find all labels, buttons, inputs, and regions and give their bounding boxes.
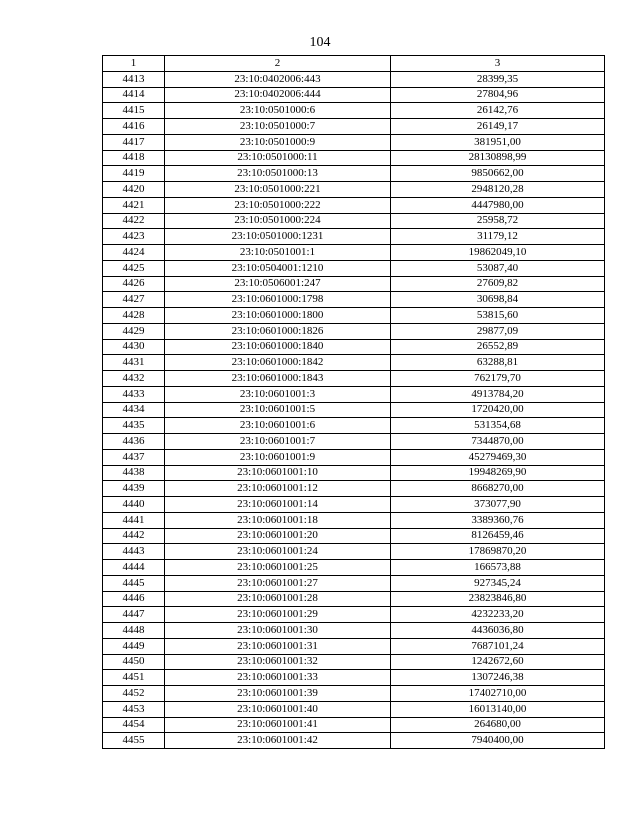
value-cell: 531354,68 [391, 418, 605, 434]
cadastral-number-cell: 23:10:0601001:40 [165, 701, 391, 717]
cadastral-number-cell: 23:10:0601000:1798 [165, 292, 391, 308]
value-cell: 4913784,20 [391, 386, 605, 402]
cadastral-number-cell: 23:10:0601001:12 [165, 481, 391, 497]
row-number-cell: 4413 [103, 71, 165, 87]
cadastral-number-cell: 23:10:0501000:9 [165, 134, 391, 150]
table-row [103, 134, 605, 150]
value-cell: 31179,12 [391, 229, 605, 245]
value-cell: 166573,88 [391, 560, 605, 576]
row-number-cell: 4451 [103, 670, 165, 686]
row-number-cell: 4436 [103, 434, 165, 450]
row-number-cell: 4419 [103, 166, 165, 182]
table-row [103, 465, 605, 481]
column-header: 1 [103, 56, 165, 72]
table-row [103, 638, 605, 654]
cadastral-number-cell: 23:10:0501000:222 [165, 197, 391, 213]
value-cell: 4232233,20 [391, 607, 605, 623]
cadastral-number-cell: 23:10:0601000:1843 [165, 371, 391, 387]
cadastral-table [102, 55, 605, 749]
value-cell: 17869870,20 [391, 544, 605, 560]
table-row [103, 670, 605, 686]
row-number-cell: 4453 [103, 701, 165, 717]
value-cell: 28399,35 [391, 71, 605, 87]
row-number-cell: 4418 [103, 150, 165, 166]
row-number-cell: 4442 [103, 528, 165, 544]
cadastral-number-cell: 23:10:0601001:18 [165, 512, 391, 528]
cadastral-number-cell: 23:10:0504001:1210 [165, 260, 391, 276]
value-cell: 1720420,00 [391, 402, 605, 418]
table-row [103, 260, 605, 276]
table-row [103, 229, 605, 245]
table-row [103, 497, 605, 513]
row-number-cell: 4440 [103, 497, 165, 513]
cadastral-number-cell: 23:10:0501000:221 [165, 182, 391, 198]
value-cell: 7344870,00 [391, 434, 605, 450]
value-cell: 27804,96 [391, 87, 605, 103]
row-number-cell: 4420 [103, 182, 165, 198]
row-number-cell: 4441 [103, 512, 165, 528]
value-cell: 23823846,80 [391, 591, 605, 607]
value-cell: 4447980,00 [391, 197, 605, 213]
value-cell: 7940400,00 [391, 733, 605, 749]
value-cell: 1307246,38 [391, 670, 605, 686]
table-row [103, 701, 605, 717]
row-number-cell: 4428 [103, 308, 165, 324]
cadastral-number-cell: 23:10:0601001:39 [165, 686, 391, 702]
value-cell: 927345,24 [391, 575, 605, 591]
row-number-cell: 4425 [103, 260, 165, 276]
table-row [103, 71, 605, 87]
row-number-cell: 4455 [103, 733, 165, 749]
table-row [103, 119, 605, 135]
table-row [103, 607, 605, 623]
table-row [103, 575, 605, 591]
row-number-cell: 4426 [103, 276, 165, 292]
cadastral-number-cell: 23:10:0601001:10 [165, 465, 391, 481]
cadastral-number-cell: 23:10:0601001:29 [165, 607, 391, 623]
value-cell: 1242672,60 [391, 654, 605, 670]
row-number-cell: 4443 [103, 544, 165, 560]
row-number-cell: 4439 [103, 481, 165, 497]
cadastral-number-cell: 23:10:0601000:1800 [165, 308, 391, 324]
table-row [103, 434, 605, 450]
row-number-cell: 4430 [103, 339, 165, 355]
value-cell: 30698,84 [391, 292, 605, 308]
value-cell: 373077,90 [391, 497, 605, 513]
value-cell: 4436036,80 [391, 623, 605, 639]
value-cell: 26552,89 [391, 339, 605, 355]
table-row [103, 386, 605, 402]
value-cell: 9850662,00 [391, 166, 605, 182]
row-number-cell: 4447 [103, 607, 165, 623]
row-number-cell: 4445 [103, 575, 165, 591]
value-cell: 3389360,76 [391, 512, 605, 528]
cadastral-number-cell: 23:10:0601001:41 [165, 717, 391, 733]
cadastral-number-cell: 23:10:0601001:3 [165, 386, 391, 402]
value-cell: 19948269,90 [391, 465, 605, 481]
row-number-cell: 4427 [103, 292, 165, 308]
cadastral-number-cell: 23:10:0601000:1840 [165, 339, 391, 355]
table-row [103, 197, 605, 213]
cadastral-number-cell: 23:10:0601001:9 [165, 449, 391, 465]
table-body [103, 71, 605, 748]
row-number-cell: 4435 [103, 418, 165, 434]
row-number-cell: 4422 [103, 213, 165, 229]
table-row [103, 623, 605, 639]
table-row [103, 213, 605, 229]
table-row [103, 103, 605, 119]
row-number-cell: 4414 [103, 87, 165, 103]
row-number-cell: 4423 [103, 229, 165, 245]
table-row [103, 182, 605, 198]
table-row [103, 717, 605, 733]
value-cell: 16013140,00 [391, 701, 605, 717]
row-number-cell: 4438 [103, 465, 165, 481]
table-row [103, 166, 605, 182]
cadastral-number-cell: 23:10:0501000:6 [165, 103, 391, 119]
cadastral-number-cell: 23:10:0601001:14 [165, 497, 391, 513]
cadastral-number-cell: 23:10:0501000:224 [165, 213, 391, 229]
cadastral-number-cell: 23:10:0402006:443 [165, 71, 391, 87]
row-number-cell: 4446 [103, 591, 165, 607]
cadastral-number-cell: 23:10:0601001:24 [165, 544, 391, 560]
row-number-cell: 4429 [103, 323, 165, 339]
value-cell: 8126459,46 [391, 528, 605, 544]
value-cell: 27609,82 [391, 276, 605, 292]
table-row [103, 560, 605, 576]
cadastral-number-cell: 23:10:0601001:28 [165, 591, 391, 607]
value-cell: 28130898,99 [391, 150, 605, 166]
column-header: 3 [391, 56, 605, 72]
row-number-cell: 4432 [103, 371, 165, 387]
value-cell: 264680,00 [391, 717, 605, 733]
value-cell: 26149,17 [391, 119, 605, 135]
row-number-cell: 4415 [103, 103, 165, 119]
cadastral-number-cell: 23:10:0601001:33 [165, 670, 391, 686]
row-number-cell: 4416 [103, 119, 165, 135]
value-cell: 26142,76 [391, 103, 605, 119]
cadastral-number-cell: 23:10:0601000:1842 [165, 355, 391, 371]
table-row [103, 654, 605, 670]
cadastral-number-cell: 23:10:0601001:31 [165, 638, 391, 654]
cadastral-number-cell: 23:10:0501000:7 [165, 119, 391, 135]
cadastral-number-cell: 23:10:0402006:444 [165, 87, 391, 103]
row-number-cell: 4437 [103, 449, 165, 465]
cadastral-number-cell: 23:10:0601001:6 [165, 418, 391, 434]
row-number-cell: 4448 [103, 623, 165, 639]
value-cell: 53087,40 [391, 260, 605, 276]
table-row [103, 308, 605, 324]
row-number-cell: 4417 [103, 134, 165, 150]
table-row [103, 355, 605, 371]
table-header-row [103, 56, 605, 72]
row-number-cell: 4421 [103, 197, 165, 213]
cadastral-number-cell: 23:10:0601001:20 [165, 528, 391, 544]
table-row [103, 528, 605, 544]
table-row [103, 402, 605, 418]
table-row [103, 339, 605, 355]
table-row [103, 371, 605, 387]
row-number-cell: 4424 [103, 245, 165, 261]
table-row [103, 292, 605, 308]
cadastral-number-cell: 23:10:0601001:7 [165, 434, 391, 450]
table-row [103, 544, 605, 560]
value-cell: 2948120,28 [391, 182, 605, 198]
cadastral-number-cell: 23:10:0501001:1 [165, 245, 391, 261]
row-number-cell: 4444 [103, 560, 165, 576]
table-row [103, 245, 605, 261]
value-cell: 762179,70 [391, 371, 605, 387]
table-row [103, 449, 605, 465]
cadastral-number-cell: 23:10:0601001:27 [165, 575, 391, 591]
value-cell: 63288,81 [391, 355, 605, 371]
table-row [103, 323, 605, 339]
cadastral-number-cell: 23:10:0601001:5 [165, 402, 391, 418]
cadastral-number-cell: 23:10:0601001:32 [165, 654, 391, 670]
table-row [103, 512, 605, 528]
value-cell: 19862049,10 [391, 245, 605, 261]
row-number-cell: 4433 [103, 386, 165, 402]
cadastral-number-cell: 23:10:0501000:11 [165, 150, 391, 166]
value-cell: 8668270,00 [391, 481, 605, 497]
value-cell: 29877,09 [391, 323, 605, 339]
value-cell: 381951,00 [391, 134, 605, 150]
row-number-cell: 4452 [103, 686, 165, 702]
table-row [103, 418, 605, 434]
value-cell: 53815,60 [391, 308, 605, 324]
page-number: 104 [309, 35, 331, 50]
table-row [103, 591, 605, 607]
row-number-cell: 4450 [103, 654, 165, 670]
table-row [103, 87, 605, 103]
table-row [103, 481, 605, 497]
row-number-cell: 4434 [103, 402, 165, 418]
row-number-cell: 4454 [103, 717, 165, 733]
column-header: 2 [165, 56, 391, 72]
cadastral-number-cell: 23:10:0601001:25 [165, 560, 391, 576]
value-cell: 25958,72 [391, 213, 605, 229]
cadastral-number-cell: 23:10:0501000:1231 [165, 229, 391, 245]
cadastral-number-cell: 23:10:0601001:30 [165, 623, 391, 639]
table-row [103, 276, 605, 292]
cadastral-number-cell: 23:10:0506001:247 [165, 276, 391, 292]
row-number-cell: 4431 [103, 355, 165, 371]
value-cell: 17402710,00 [391, 686, 605, 702]
value-cell: 7687101,24 [391, 638, 605, 654]
cadastral-number-cell: 23:10:0601000:1826 [165, 323, 391, 339]
row-number-cell: 4449 [103, 638, 165, 654]
cadastral-number-cell: 23:10:0601001:42 [165, 733, 391, 749]
value-cell: 45279469,30 [391, 449, 605, 465]
table-row [103, 733, 605, 749]
table-row [103, 150, 605, 166]
table-row [103, 686, 605, 702]
cadastral-number-cell: 23:10:0501000:13 [165, 166, 391, 182]
